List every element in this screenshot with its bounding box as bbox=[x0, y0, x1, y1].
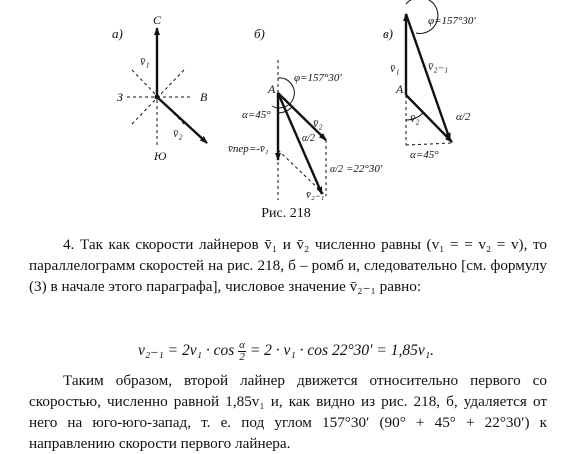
half-alpha-b2: α/2 bbox=[330, 164, 344, 175]
phi-label-c: φ=157°30′ bbox=[428, 15, 476, 27]
panel-c-label: в) bbox=[383, 26, 393, 41]
half-alpha-value-b: =22°30′ bbox=[346, 163, 383, 175]
paragraph-1: 4. Так как скорости лайнеров v̄₁ и v̄₂ численно равны (v₁ = = v₂ = v), то параллелограмм скоростей на рис. 218, б – ромб и, следовательно [см. формулу (3) в начале этого параграфа], числовое значение v̄₂₋₁ равно: bbox=[29, 236, 547, 295]
formula-frac-den: 2 bbox=[239, 351, 245, 363]
panel-a bbox=[112, 13, 208, 163]
point-a-b: A bbox=[268, 82, 276, 96]
formula-frac-num: α bbox=[239, 339, 245, 351]
phi-label-b: φ=157°30′ bbox=[294, 72, 342, 84]
vector-v21-b bbox=[278, 93, 322, 194]
alpha-label-c: α=45° bbox=[410, 149, 439, 161]
panel-b-label: б) bbox=[254, 26, 265, 41]
panel-a-label: а) bbox=[112, 26, 123, 41]
compass-south: Ю bbox=[154, 149, 167, 163]
label-v2-b: v̄₂ bbox=[313, 116, 323, 130]
figure-218 bbox=[0, 0, 572, 200]
label-v2-a: v̄₂ bbox=[173, 126, 183, 140]
half-alpha-b1: α/2 bbox=[302, 133, 316, 144]
formula bbox=[0, 340, 572, 363]
compass-east: В bbox=[200, 90, 208, 104]
formula-fraction bbox=[238, 340, 246, 363]
compass-west: З bbox=[117, 90, 123, 104]
panel-c bbox=[383, 0, 476, 161]
label-v1-c: v̄₁ bbox=[390, 61, 400, 75]
alpha-label-b: α=45° bbox=[242, 109, 271, 121]
paragraph-2: Таким образом, второй лайнер движется относительно первого со скоростью, численно равной 1,85v₁ и, как видно из рис. 218, б, удаляется от него на юго-юго-запад, т. е. под углом 157°30′ (90° + 45° + 22°30′) к направлению скорости первого лайнера. bbox=[29, 372, 547, 452]
origin-point bbox=[155, 95, 160, 100]
panel-b bbox=[228, 26, 383, 200]
label-v2-c: v̄₂ bbox=[410, 111, 420, 125]
label-vper-b: v̄пер=-v̄₁ bbox=[228, 143, 269, 155]
formula-left: v₂₋₁ = 2v₁ · cos bbox=[137, 342, 239, 360]
dashed-bottom-c bbox=[406, 143, 452, 145]
label-v1-a: v̄₁ bbox=[140, 54, 150, 68]
label-v21-b: v̄₂₋₁ bbox=[306, 189, 325, 200]
figure-caption: Рис. 218 bbox=[261, 206, 311, 221]
half-alpha-c: α/2 bbox=[456, 111, 471, 123]
formula-right: = 2 · v₁ · cos 22°30′ = 1,85v₁. bbox=[245, 342, 435, 360]
label-v21-c: v̄₂₋₁ bbox=[428, 59, 449, 73]
compass-north: С bbox=[153, 13, 162, 27]
point-a-c: A bbox=[396, 82, 404, 96]
